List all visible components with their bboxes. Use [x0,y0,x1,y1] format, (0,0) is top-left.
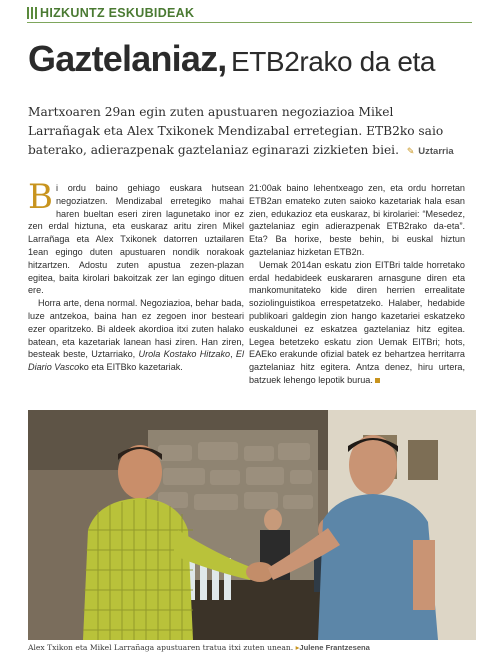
photo-caption [28,643,476,652]
body-paragraph-2: Horra arte, dena normal. Negoziazioa, behar bada, luze antzekoa, baina han ez zegoen inor besteari ezer oparitzeko. Bi aldeek akordioa itxi zuten halako batean, eta kazetariak lanean hasi ziren. Han ziren, besteak beste, Uztarriako, Urola Kostako Hitzako, El Diario Vascoko eta EITBko kazetariak. [28,298,245,373]
section-header [27,6,194,20]
headline [28,38,435,80]
dropcap: B [28,177,53,217]
header-rule [27,22,472,23]
body-paragraph-4-text: Uemak 2014an eskatu zion EITBri talde horretako erdal hedabideek euskararen arnasgune diren eta mankomunitateko kide diren herrien errealitate soziolinguistikoa errespetatzeko. Halaber, hedabide publikoari galdegin zion hango kazetariei eskatzeko euskaldunei ez eskatzea gaztelaniaz hitz egitea. Legea betetzeko eskatu zion Uemak EITBri; hots, EAEko erakunde ofizial batek ez behartzea herritarra gaztelaniaz hitz egitera. Antza denez, hiru urtera, batzuek lehengo lepotik burua. [249,259,465,385]
article-photo [28,410,476,640]
headline-regular: ETB2rako da eta [230,46,436,77]
handshake-photo-illustration [28,410,476,640]
lead-paragraph [28,103,468,162]
body-column-left [28,177,245,374]
body-column-right [249,182,465,387]
caption-text: Alex Txikon eta Mikel Larrañaga apustuaren tratua itxi zuten unean. [28,643,294,652]
body-paragraph-3: 21:00ak baino lehentxeago zen, eta ordu horretan ETB2an emateko zuten saioko kazetariak hala esan zien, edukazioz eta euskaraz, bi kirolariei: “Mesedez, gaztelaniaz egin adierazpenak ETB2rako da-eta”. Eta? Ba horixe, beste behin, bi euskal hiztun gaztelaniaz hizketan ETB2n. [249,183,465,257]
section-bars-icon [27,7,37,19]
lead-text: Martxoaren 29an egin zuten apustuaren negoziazioa Mikel Larrañagak eta Alex Txikonek Mendizabal erretegian. ETB2ko saio baterako, adierazpenak gaztelaniaz eginarazi zizkieten biei. [28,105,444,157]
body-paragraph-1: Bi ordu baino gehiago euskara hutsean negoziatzen. Mendizabal erretegiko mahai haren bueltan eseri ziren lagunetako inor ez zen erdal hiztuna, eta euskaraz aritu ziren Mikel Larrañaga eta Alex Txikonek datorren uztailaren 1ean egingo duten apustuaren nondik norakoak hitzartzen. Adostu zuten apustua zezen-plazan egitea, baita kirolari bakoitzak zer lan egingo dituen ere. [28,177,244,296]
lead-author: Uztarria [418,146,454,157]
section-label: HIZKUNTZ ESKUBIDEAK [40,6,195,20]
photo-credit: Julene Frantzesena [299,643,370,652]
headline-bold: Gaztelaniaz, [28,38,227,79]
pencil-icon: ✎ [406,147,415,157]
end-mark-icon [375,378,380,383]
body-paragraph-4 [249,259,465,387]
camera-icon: ▸ [295,643,300,652]
